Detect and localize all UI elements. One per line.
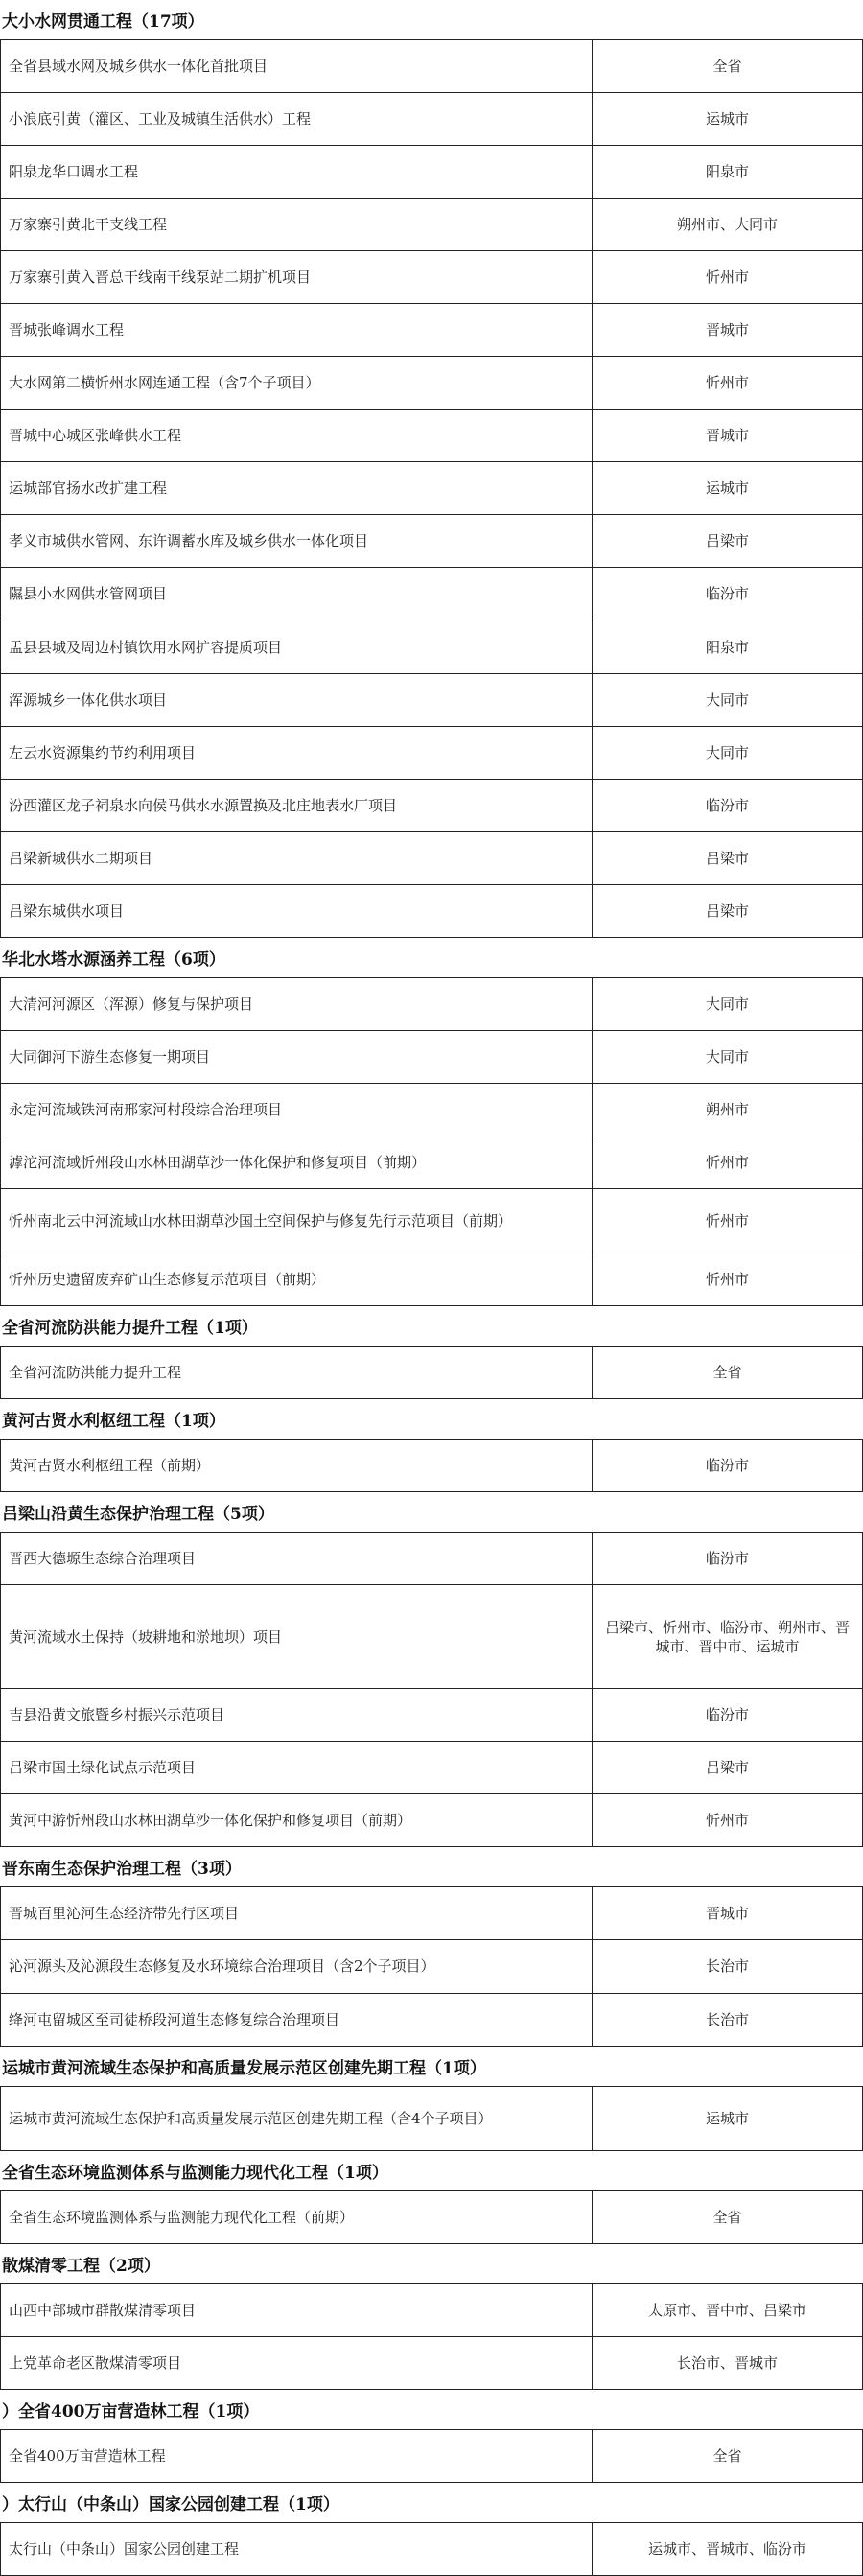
table-row: [0, 1136, 863, 1189]
project-name-cell: 万家寨引黄北干支线工程: [0, 199, 593, 250]
project-name-cell: 上党革命老区散煤清零项目: [0, 2337, 593, 2389]
region-cell: 忻州市: [593, 1253, 863, 1305]
region-cell: 阳泉市: [593, 146, 863, 198]
table-row: [0, 1742, 863, 1794]
table-row: [0, 2087, 863, 2151]
project-name-cell: 浑源城乡一体化供水项目: [0, 674, 593, 726]
region-cell: 忻州市: [593, 1794, 863, 1846]
region-cell: 阳泉市: [593, 621, 863, 673]
table-row: [0, 1794, 863, 1847]
table-row: [0, 780, 863, 832]
project-name-cell: 绛河屯留城区至司徒桥段河道生态修复综合治理项目: [0, 1994, 593, 2046]
region-cell: 长治市: [593, 1994, 863, 2046]
region-cell: 大同市: [593, 1031, 863, 1083]
region-cell: 全省: [593, 40, 863, 92]
project-name-cell: 全省河流防洪能力提升工程: [0, 1347, 593, 1398]
table-row: [0, 251, 863, 304]
project-name-cell: 晋城中心城区张峰供水工程: [0, 410, 593, 461]
table-row: [0, 93, 863, 146]
region-cell: 忻州市: [593, 357, 863, 409]
project-name-cell: 全省400万亩营造林工程: [0, 2430, 593, 2482]
table-row: [0, 357, 863, 410]
region-cell: 晋城市: [593, 1887, 863, 1939]
section-heading: ）太行山（中条山）国家公园创建工程（1项）: [0, 2483, 863, 2523]
project-name-cell: 全省县域水网及城乡供水一体化首批项目: [0, 40, 593, 92]
table-row: [0, 40, 863, 93]
region-cell: 大同市: [593, 727, 863, 779]
table-row: [0, 1533, 863, 1585]
section-heading: 全省生态环境监测体系与监测能力现代化工程（1项）: [0, 2151, 863, 2191]
project-name-cell: 全省生态环境监测体系与监测能力现代化工程（前期）: [0, 2191, 593, 2243]
region-cell: 大同市: [593, 674, 863, 726]
project-name-cell: 大水网第二横忻州水网连通工程（含7个子项目）: [0, 357, 593, 409]
table-row: [0, 146, 863, 199]
region-cell: 吕梁市: [593, 1742, 863, 1793]
table-row: [0, 568, 863, 621]
table-row: [0, 1347, 863, 1399]
project-name-cell: 黄河流域水土保持（坡耕地和淤地坝）项目: [0, 1585, 593, 1688]
section-heading: 黄河古贤水利枢纽工程（1项）: [0, 1399, 863, 1440]
region-cell: 晋城市: [593, 410, 863, 461]
section-heading: 全省河流防洪能力提升工程（1项）: [0, 1306, 863, 1347]
table-row: [0, 978, 863, 1031]
table-row: [0, 674, 863, 727]
section-heading: 散煤清零工程（2项）: [0, 2244, 863, 2284]
table-row: [0, 1689, 863, 1742]
table-row: [0, 1887, 863, 1940]
project-name-cell: 忻州历史遗留废弃矿山生态修复示范项目（前期）: [0, 1253, 593, 1305]
project-name-cell: 汾西灌区龙子祠泉水向侯马供水水源置换及北庄地表水厂项目: [0, 780, 593, 831]
project-name-cell: 晋城张峰调水工程: [0, 304, 593, 356]
region-cell: 吕梁市: [593, 885, 863, 937]
project-name-cell: 黄河中游忻州段山水林田湖草沙一体化保护和修复项目（前期）: [0, 1794, 593, 1846]
region-cell: 临汾市: [593, 1440, 863, 1491]
table-row: [0, 462, 863, 515]
region-cell: 吕梁市: [593, 832, 863, 884]
section-heading: 吕梁山沿黄生态保护治理工程（5项）: [0, 1492, 863, 1533]
project-name-cell: 忻州南北云中河流域山水林田湖草沙国土空间保护与修复先行示范项目（前期）: [0, 1189, 593, 1253]
project-name-cell: 运城市黄河流域生态保护和高质量发展示范区创建先期工程（含4个子项目）: [0, 2087, 593, 2150]
region-cell: 临汾市: [593, 568, 863, 620]
table-row: [0, 2191, 863, 2244]
project-name-cell: 阳泉龙华口调水工程: [0, 146, 593, 198]
project-name-cell: 左云水资源集约节约利用项目: [0, 727, 593, 779]
project-name-cell: 滹沱河流域忻州段山水林田湖草沙一体化保护和修复项目（前期）: [0, 1136, 593, 1188]
project-name-cell: 小浪底引黄（灌区、工业及城镇生活供水）工程: [0, 93, 593, 145]
project-name-cell: 盂县县城及周边村镇饮用水网扩容提质项目: [0, 621, 593, 673]
project-name-cell: 万家寨引黄入晋总干线南干线泵站二期扩机项目: [0, 251, 593, 303]
table-row: [0, 2284, 863, 2337]
section-heading: ）全省400万亩营造林工程（1项）: [0, 2390, 863, 2430]
region-cell: 临汾市: [593, 1533, 863, 1584]
project-name-cell: 晋城百里沁河生态经济带先行区项目: [0, 1887, 593, 1939]
region-cell: 长治市: [593, 1940, 863, 1992]
project-name-cell: 山西中部城市群散煤清零项目: [0, 2284, 593, 2336]
section-heading: 运城市黄河流域生态保护和高质量发展示范区创建先期工程（1项）: [0, 2047, 863, 2087]
project-name-cell: 永定河流域铁河南邢家河村段综合治理项目: [0, 1084, 593, 1136]
table-row: [0, 304, 863, 357]
region-cell: 忻州市: [593, 251, 863, 303]
table-row: [0, 1994, 863, 2047]
project-name-cell: 运城部官扬水改扩建工程: [0, 462, 593, 514]
project-name-cell: 吕梁新城供水二期项目: [0, 832, 593, 884]
region-cell: 晋城市: [593, 304, 863, 356]
project-name-cell: 隰县小水网供水管网项目: [0, 568, 593, 620]
region-cell: 运城市: [593, 2087, 863, 2150]
region-cell: 朔州市: [593, 1084, 863, 1136]
region-cell: 太原市、晋中市、吕梁市: [593, 2284, 863, 2336]
region-cell: 吕梁市: [593, 515, 863, 567]
table-row: [0, 885, 863, 938]
project-name-cell: 大清河河源区（浑源）修复与保护项目: [0, 978, 593, 1030]
region-cell: 运城市: [593, 93, 863, 145]
table-row: [0, 2523, 863, 2576]
region-cell: 全省: [593, 2191, 863, 2243]
project-name-cell: 太行山（中条山）国家公园创建工程: [0, 2523, 593, 2575]
table-row: [0, 1440, 863, 1492]
table-row: [0, 1084, 863, 1136]
table-row: [0, 1189, 863, 1253]
section-heading: 晋东南生态保护治理工程（3项）: [0, 1847, 863, 1887]
section-heading: 大小水网贯通工程（17项）: [0, 0, 863, 40]
project-name-cell: 吉县沿黄文旅暨乡村振兴示范项目: [0, 1689, 593, 1741]
region-cell: 全省: [593, 1347, 863, 1398]
region-cell: 忻州市: [593, 1189, 863, 1253]
region-cell: 运城市: [593, 462, 863, 514]
project-name-cell: 晋西大德塬生态综合治理项目: [0, 1533, 593, 1584]
table-row: [0, 832, 863, 885]
section-heading: 华北水塔水源涵养工程（6项）: [0, 938, 863, 978]
table-row: [0, 199, 863, 251]
table-row: [0, 1940, 863, 1993]
region-cell: 长治市、晋城市: [593, 2337, 863, 2389]
table-row: [0, 621, 863, 674]
table-row: [0, 1031, 863, 1084]
table-row: [0, 727, 863, 780]
table-row: [0, 410, 863, 462]
region-cell: 全省: [593, 2430, 863, 2482]
region-cell: 朔州市、大同市: [593, 199, 863, 250]
region-cell: 忻州市: [593, 1136, 863, 1188]
project-name-cell: 黄河古贤水利枢纽工程（前期）: [0, 1440, 593, 1491]
table-row: [0, 515, 863, 568]
region-cell: 临汾市: [593, 1689, 863, 1741]
table-row: [0, 2430, 863, 2483]
region-cell: 吕梁市、忻州市、临汾市、朔州市、晋城市、晋中市、运城市: [593, 1585, 863, 1688]
region-cell: 大同市: [593, 978, 863, 1030]
region-cell: 运城市、晋城市、临汾市: [593, 2523, 863, 2575]
project-name-cell: 孝义市城供水管网、东许调蓄水库及城乡供水一体化项目: [0, 515, 593, 567]
table-row: [0, 2337, 863, 2390]
table-row: [0, 1585, 863, 1689]
region-cell: 临汾市: [593, 780, 863, 831]
project-name-cell: 大同御河下游生态修复一期项目: [0, 1031, 593, 1083]
project-name-cell: 沁河源头及沁源段生态修复及水环境综合治理项目（含2个子项目）: [0, 1940, 593, 1992]
project-name-cell: 吕梁东城供水项目: [0, 885, 593, 937]
project-name-cell: 吕梁市国土绿化试点示范项目: [0, 1742, 593, 1793]
table-row: [0, 1253, 863, 1306]
